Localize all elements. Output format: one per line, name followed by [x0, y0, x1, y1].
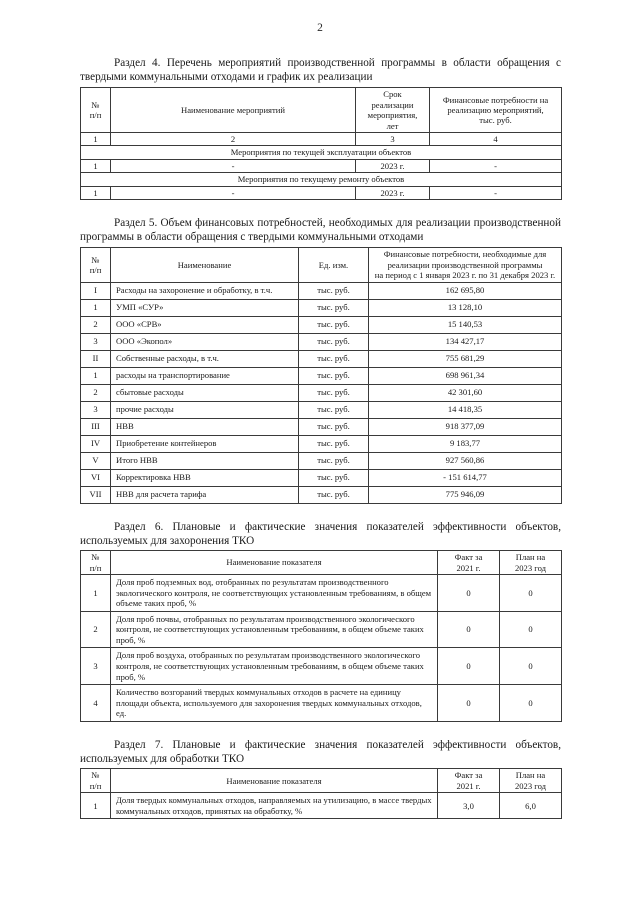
row-name: Расходы на захоронение и обработку, в т.ч. — [111, 282, 299, 299]
header-line: реализации — [371, 99, 414, 110]
row-unit: тыс. руб. — [299, 316, 369, 333]
header-line: реализацию мероприятий, — [447, 105, 544, 116]
table-header-row — [81, 551, 562, 575]
header-line: План на — [515, 770, 546, 781]
table-row — [81, 186, 562, 199]
row-plan-value: 0 — [500, 574, 562, 611]
row-unit: тыс. руб. — [299, 418, 369, 435]
table-row — [81, 299, 562, 316]
header-cell-fact — [438, 551, 500, 575]
row-index: II — [81, 350, 111, 367]
row-value: 698 961,34 — [369, 367, 562, 384]
header-line: Ед. изм. — [318, 259, 349, 270]
row-measure-name: - — [111, 159, 356, 172]
row-unit: тыс. руб. — [299, 333, 369, 350]
header-cell-indicator-name — [111, 769, 438, 793]
row-name: Итого НВВ — [111, 452, 299, 469]
group-band-label: Мероприятия по текущему ремонту объектов — [81, 173, 562, 186]
row-index: 1 — [81, 574, 111, 611]
row-index: 1 — [81, 367, 111, 384]
table-row — [81, 418, 562, 435]
row-term: 2023 г. — [356, 186, 430, 199]
header-cell-financial-need — [369, 248, 562, 282]
row-index: IV — [81, 435, 111, 452]
row-indicator-name: Доля проб почвы, отобранных по результатам производственного экологического контроля, не соответствующих установленным требованиям, в общем объеме таких проб, % — [111, 611, 438, 648]
table-row — [81, 333, 562, 350]
row-index: VI — [81, 469, 111, 486]
row-unit: тыс. руб. — [299, 384, 369, 401]
header-line: п/п — [89, 562, 102, 573]
page-number: 2 — [317, 22, 323, 34]
table-row — [81, 350, 562, 367]
header-cell-plan — [500, 769, 562, 793]
row-index: 1 — [81, 186, 111, 199]
row-index: 3 — [81, 333, 111, 350]
header-line: № — [91, 99, 100, 110]
header-line: Наименование — [177, 259, 232, 270]
row-unit: тыс. руб. — [299, 282, 369, 299]
row-fact-value: 0 — [438, 648, 500, 685]
header-line: Срок — [383, 89, 402, 100]
header-line: № — [91, 254, 100, 265]
header-cell-number — [81, 769, 111, 793]
table-row — [81, 469, 562, 486]
row-index: 3 — [81, 401, 111, 418]
section-4-table — [80, 87, 562, 200]
group-band-label: Мероприятия по текущей эксплуатации объектов — [81, 146, 562, 159]
header-cell-name — [111, 248, 299, 282]
col-index: 3 — [356, 133, 430, 146]
header-cell-number — [81, 248, 111, 282]
row-index: VII — [81, 486, 111, 503]
header-line: реализации производственной программы — [387, 259, 543, 270]
header-cell-unit — [299, 248, 369, 282]
header-cell-name — [111, 88, 356, 133]
row-name: ООО «СРВ» — [111, 316, 299, 333]
table-row — [81, 611, 562, 648]
header-line: на период с 1 января 2023 г. по 31 декабря 2023 г. — [374, 270, 556, 281]
row-plan-value: 6,0 — [500, 793, 562, 819]
table-row — [81, 685, 562, 722]
row-plan-value: 0 — [500, 611, 562, 648]
row-unit: тыс. руб. — [299, 350, 369, 367]
table-row — [81, 574, 562, 611]
document-content — [80, 56, 561, 819]
row-unit: тыс. руб. — [299, 452, 369, 469]
header-line: № — [91, 770, 100, 781]
header-line: № — [91, 552, 100, 563]
row-unit: тыс. руб. — [299, 469, 369, 486]
header-line: Наименование показателя — [226, 557, 322, 568]
col-index: 2 — [111, 133, 356, 146]
row-fact-value: 3,0 — [438, 793, 500, 819]
header-line: Наименование показателя — [226, 775, 322, 786]
row-index: V — [81, 452, 111, 469]
row-value: 918 377,09 — [369, 418, 562, 435]
header-line: Факт за — [454, 770, 483, 781]
row-term: 2023 г. — [356, 159, 430, 172]
header-line: Финансовые потребности, необходимые для — [383, 249, 547, 260]
row-fact-value: 0 — [438, 574, 500, 611]
row-plan-value: 0 — [500, 648, 562, 685]
row-index: 3 — [81, 648, 111, 685]
row-name: сбытовые расходы — [111, 384, 299, 401]
row-unit: тыс. руб. — [299, 401, 369, 418]
header-line: лет — [386, 120, 399, 131]
row-index: III — [81, 418, 111, 435]
row-value: 9 183,77 — [369, 435, 562, 452]
header-line: п/п — [89, 780, 102, 791]
section-6-heading: Раздел 6. Плановые и фактические значения показателей эффективности объектов, используемых для захоронения ТКО — [80, 520, 561, 547]
row-value: 162 695,80 — [369, 282, 562, 299]
row-index: I — [81, 282, 111, 299]
col-index: 1 — [81, 133, 111, 146]
header-cell-plan — [500, 551, 562, 575]
table-row — [81, 486, 562, 503]
row-unit: тыс. руб. — [299, 367, 369, 384]
row-index: 2 — [81, 316, 111, 333]
row-fact-value: 0 — [438, 611, 500, 648]
header-line: 2021 г. — [456, 780, 481, 791]
row-name: ООО «Экопол» — [111, 333, 299, 350]
header-line: Наименование мероприятий — [181, 105, 285, 116]
row-indicator-name: Доля проб воздуха, отобранных по результатам производственного экологического контроля, не соответствующих установленным требованиям, в общем объеме таких проб, % — [111, 648, 438, 685]
header-line: 2021 г. — [456, 562, 481, 573]
row-name: Приобретение контейнеров — [111, 435, 299, 452]
row-fact-value: 0 — [438, 685, 500, 722]
row-value: 927 560,86 — [369, 452, 562, 469]
header-line: Финансовые потребности на — [442, 94, 549, 105]
row-value: - — [430, 159, 562, 172]
header-line: 2023 год — [514, 562, 547, 573]
row-plan-value: 0 — [500, 685, 562, 722]
row-indicator-name: Количество возгораний твердых коммунальных отходов в расчете на единицу площади объекта, используемого для захоронения твердых коммунальных отходов, ед. — [111, 685, 438, 722]
row-unit: тыс. руб. — [299, 299, 369, 316]
section-6-table — [80, 550, 562, 722]
col-index: 4 — [430, 133, 562, 146]
header-line: п/п — [89, 265, 102, 276]
row-value: - — [430, 186, 562, 199]
row-value: 13 128,10 — [369, 299, 562, 316]
table-row — [81, 282, 562, 299]
row-value: 755 681,29 — [369, 350, 562, 367]
section-5-heading: Раздел 5. Объем финансовых потребностей, необходимых для реализации производственной программы в области обращения с твердыми коммунальными отходами — [80, 217, 561, 244]
row-name: прочие расходы — [111, 401, 299, 418]
table-row — [81, 159, 562, 172]
row-measure-name: - — [111, 186, 356, 199]
header-cell-financial-need — [430, 88, 562, 133]
header-cell-fact — [438, 769, 500, 793]
row-index: 1 — [81, 793, 111, 819]
row-indicator-name: Доля проб подземных вод, отобранных по результатам производственного экологического контроля, не соответствующих установленным требованиям, в общем объеме таких проб, % — [111, 574, 438, 611]
row-name: НВВ для расчета тарифа — [111, 486, 299, 503]
header-line: 2023 год — [514, 780, 547, 791]
row-value: 15 140,53 — [369, 316, 562, 333]
table-row — [81, 793, 562, 819]
section-7-heading: Раздел 7. Плановые и фактические значения показателей эффективности объектов, используемых для обработки ТКО — [80, 739, 561, 766]
header-cell-term — [356, 88, 430, 133]
header-cell-number — [81, 88, 111, 133]
table-group-band — [81, 173, 562, 186]
row-index: 2 — [81, 384, 111, 401]
table-row — [81, 648, 562, 685]
row-name: НВВ — [111, 418, 299, 435]
header-cell-number — [81, 551, 111, 575]
row-indicator-name: Доля твердых коммунальных отходов, направляемых на утилизацию, в массе твердых коммунальных отходов, принятых на обработку, % — [111, 793, 438, 819]
row-index: 1 — [81, 299, 111, 316]
header-line: мероприятия, — [367, 110, 418, 121]
row-index: 1 — [81, 159, 111, 172]
table-row — [81, 384, 562, 401]
header-line: Факт за — [454, 552, 483, 563]
table-header-row — [81, 248, 562, 282]
row-value: 42 301,60 — [369, 384, 562, 401]
row-name: Корректировка НВВ — [111, 469, 299, 486]
table-row — [81, 367, 562, 384]
row-value: 775 946,09 — [369, 486, 562, 503]
row-unit: тыс. руб. — [299, 486, 369, 503]
section-5-table — [80, 247, 562, 503]
row-unit: тыс. руб. — [299, 435, 369, 452]
row-name: расходы на транспортирование — [111, 367, 299, 384]
row-name: Собственные расходы, в т.ч. — [111, 350, 299, 367]
row-index: 4 — [81, 685, 111, 722]
row-index: 2 — [81, 611, 111, 648]
table-header-row — [81, 769, 562, 793]
table-row — [81, 401, 562, 418]
header-line: тыс. руб. — [479, 115, 512, 126]
row-value: - 151 614,77 — [369, 469, 562, 486]
header-line: План на — [515, 552, 546, 563]
row-value: 14 418,35 — [369, 401, 562, 418]
row-name: УМП «СУР» — [111, 299, 299, 316]
row-value: 134 427,17 — [369, 333, 562, 350]
table-group-band — [81, 146, 562, 159]
section-4-heading: Раздел 4. Перечень мероприятий производственной программы в области обращения с твердыми коммунальными отходами и график их реализации — [80, 57, 561, 84]
table-row — [81, 452, 562, 469]
table-row — [81, 435, 562, 452]
table-column-number-row — [81, 133, 562, 146]
table-row — [81, 316, 562, 333]
section-7-table — [80, 768, 562, 819]
header-cell-indicator-name — [111, 551, 438, 575]
table-header-row — [81, 88, 562, 133]
header-line: п/п — [89, 110, 102, 121]
